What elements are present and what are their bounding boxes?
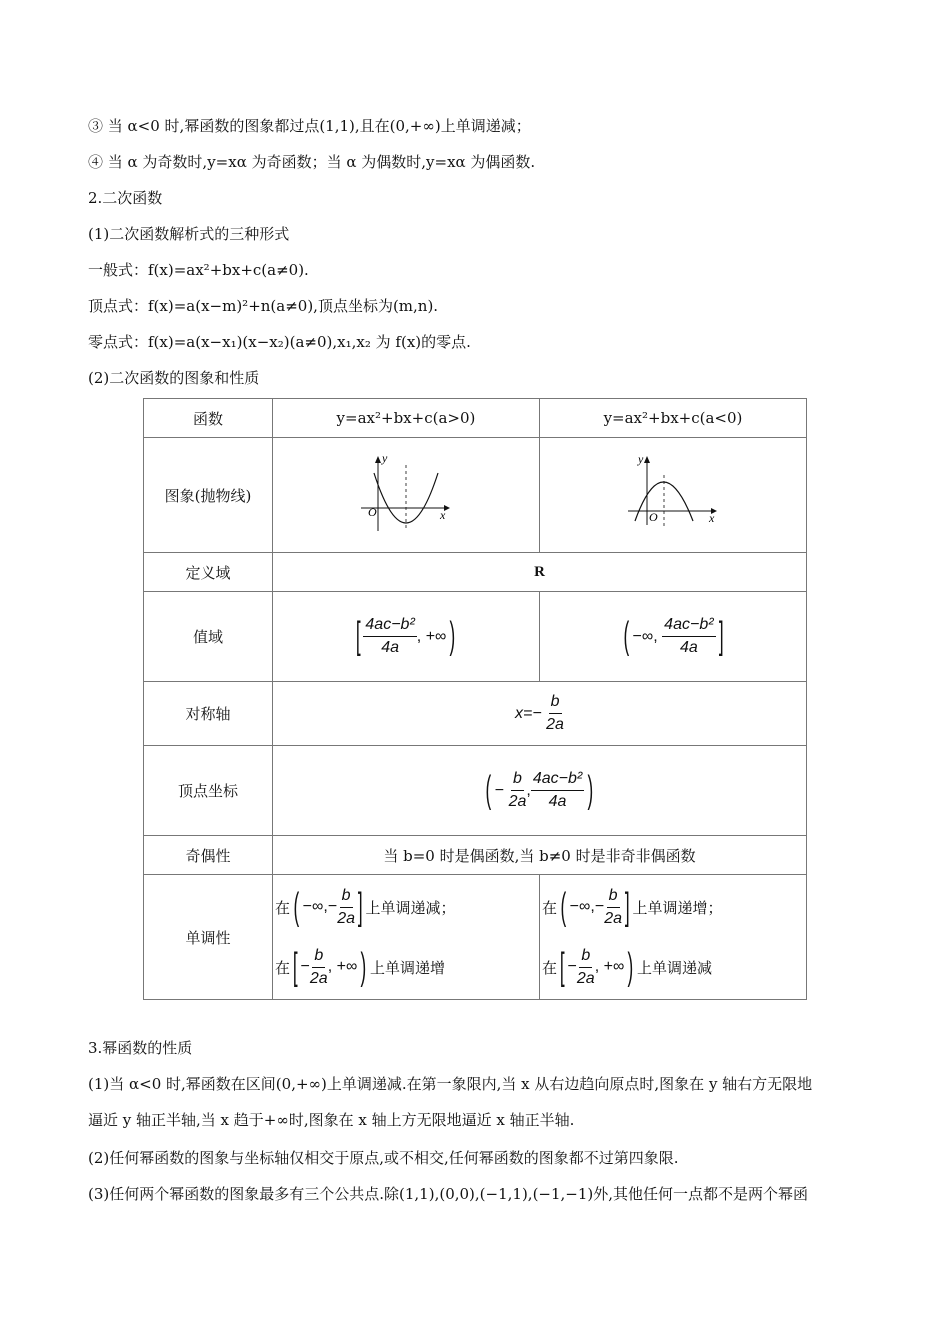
mono-neg-line2: 在 [ − $\frac{b}{2a}$ , +∞ ) 上单调递减 bbox=[541, 945, 713, 988]
section-heading-power: 3.幂函数的性质 bbox=[88, 1039, 193, 1057]
right-paren: ) bbox=[449, 615, 456, 657]
row-label-axis: 对称轴 bbox=[144, 682, 273, 746]
quadratic-table bbox=[143, 398, 807, 1000]
graph-o-label-2: O bbox=[648, 510, 658, 524]
domain-value: R bbox=[272, 553, 806, 592]
vertex-x-fraction: $\frac{b}{2a}$ bbox=[508, 770, 527, 810]
mono-pos-line2: 在 [ − $\frac{b}{2a}$ , +∞ ) 上单调递增 bbox=[274, 945, 446, 988]
graph-upward-parabola bbox=[272, 438, 539, 553]
text-line-6: 顶点式：f(x)=a(x−m)²+n(a≠0),顶点坐标为(m,n). bbox=[88, 297, 439, 315]
text-line-12: (2)任何幂函数的图象与坐标轴仅相交于原点,或不相交,任何幂函数的图象都不过第四象限. bbox=[88, 1149, 679, 1167]
text-line-7: 零点式：f(x)=a(x−x₁)(x−x₂)(a≠0),x₁,x₂ 为 f(x)的零点. bbox=[88, 333, 471, 351]
text-line-2: ④ 当 α 为奇数时,y=xα 为奇函数；当 α 为偶数时,y=xα 为偶函数. bbox=[88, 153, 536, 171]
text-line-1: ③ 当 α<0 时,幂函数的图象都过点(1,1),且在(0,+∞)上单调递减； bbox=[88, 117, 531, 135]
row-label-graph: 图象(抛物线) bbox=[144, 438, 273, 553]
text-line-10: (1)当 α<0 时,幂函数在区间(0,+∞)上单调递减.在第一象限内,当 x 从右边趋向原点时,图象在 y 轴右方无限地 bbox=[88, 1075, 813, 1093]
text-line-4: (1)二次函数解析式的三种形式 bbox=[88, 225, 290, 243]
row-label-range: 值域 bbox=[144, 592, 273, 682]
mono-neg-line1: 在 ( −∞ , − $\frac{b}{2a}$ ] 上单调递增； bbox=[541, 885, 723, 928]
left-bracket: [ bbox=[355, 615, 361, 657]
graph-o-label: O bbox=[367, 505, 377, 519]
header-function: 函数 bbox=[144, 399, 273, 438]
section-heading-quadratic: 2.二次函数 bbox=[88, 189, 163, 207]
row-label-vertex: 顶点坐标 bbox=[144, 746, 273, 836]
text-line-8: (2)二次函数的图象和性质 bbox=[88, 369, 260, 387]
header-a-positive: y=ax²+bx+c(a>0) bbox=[272, 399, 539, 438]
axis-fraction: $\frac{b}{2a}$ bbox=[546, 693, 564, 733]
graph-downward-parabola bbox=[539, 438, 806, 553]
graph-y-label: y bbox=[381, 453, 388, 465]
parity-value: 当 b=0 时是偶函数,当 b≠0 时是非奇非偶函数 bbox=[272, 836, 806, 875]
upward-parabola-graph bbox=[356, 453, 456, 533]
mono-a-positive bbox=[272, 875, 539, 1000]
range-fraction-2: $\frac{\text{4ac−b²}}{4a}$ bbox=[664, 616, 714, 656]
range-fraction: $\frac{\text{4ac−b²}}{4a}$ bbox=[365, 616, 415, 656]
range-a-positive: [ $\frac{\text{4ac−b²}}{4a}$ , +∞ ) bbox=[272, 592, 539, 682]
left-paren: ( bbox=[623, 615, 630, 657]
header-a-negative: y=ax²+bx+c(a<0) bbox=[539, 399, 806, 438]
mono-pos-line1: 在 ( −∞ , − $\frac{b}{2a}$ ] 上单调递减； bbox=[274, 885, 456, 928]
row-label-parity: 奇偶性 bbox=[144, 836, 273, 875]
text-line-5: 一般式：f(x)=ax²+bx+c(a≠0). bbox=[88, 261, 309, 279]
graph-x-label-2: x bbox=[708, 511, 715, 525]
vertex-value: ( − $\frac{b}{2a}$ , $\frac{\text{4ac−b²}}{4a}$ ) bbox=[272, 746, 806, 836]
text-line-11: 逼近 y 轴正半轴,当 x 趋于+∞时,图象在 x 轴上方无限地逼近 x 轴正半轴. bbox=[88, 1111, 575, 1129]
row-label-monotonicity: 单调性 bbox=[144, 875, 273, 1000]
vertex-y-fraction: $\frac{\text{4ac−b²}}{4a}$ bbox=[532, 770, 583, 810]
range-a-negative: ( −∞ , $\frac{\text{4ac−b²}}{4a}$ ] bbox=[539, 592, 806, 682]
text-line-13: (3)任何两个幂函数的图象最多有三个公共点.除(1,1),(0,0),(−1,1),(−1,−1)外,其他任何一点都不是两个幂函 bbox=[88, 1185, 809, 1203]
axis-value: x=− $\frac{b}{2a}$ bbox=[272, 682, 806, 746]
graph-x-label: x bbox=[439, 508, 446, 522]
mono-a-negative bbox=[539, 875, 806, 1000]
right-bracket: ] bbox=[718, 615, 724, 657]
row-label-domain: 定义域 bbox=[144, 553, 273, 592]
downward-parabola-graph bbox=[623, 453, 723, 533]
graph-y-label-2: y bbox=[637, 453, 644, 466]
